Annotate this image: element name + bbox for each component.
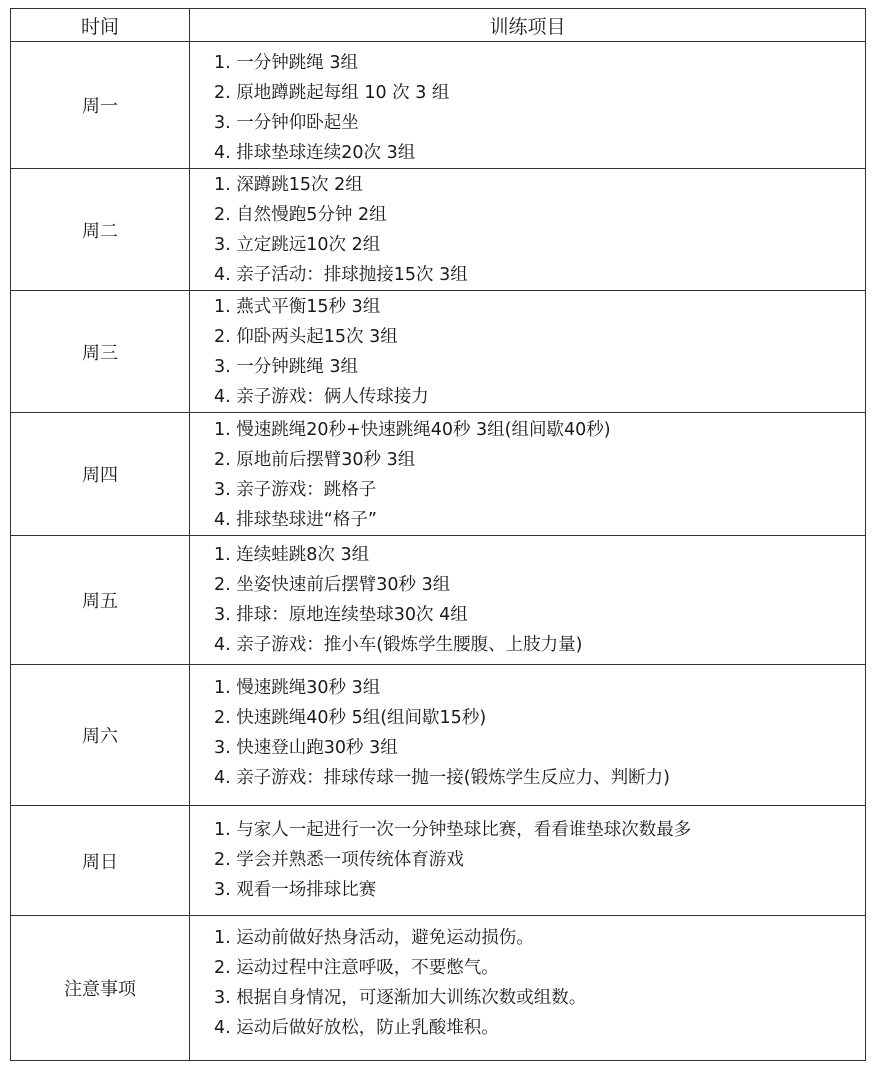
items-cell (190, 916, 866, 1061)
item-list (190, 291, 865, 412)
list-item: 1. 与家人一起进行一次一分钟垫球比赛，看看谁垫球次数最多 (214, 820, 692, 840)
day-cell: 周三 (11, 291, 190, 413)
table-row (11, 169, 866, 291)
list-item: 1. 深蹲跳15次 2组 (214, 175, 363, 195)
list-item: 4. 排球垫球连续20次 3组 (214, 143, 416, 163)
list-item: 3. 一分钟跳绳 3组 (214, 357, 358, 377)
list-item: 3. 观看一场排球比赛 (214, 880, 377, 900)
list-item: 2. 快速跳绳40秒 5组(组间歇15秒) (214, 708, 487, 728)
header-training-items: 训练项目 (190, 9, 866, 42)
items-cell (190, 42, 866, 169)
list-item: 3. 亲子游戏：跳格子 (214, 480, 377, 500)
items-cell (190, 413, 866, 536)
item-list (190, 665, 865, 793)
item-list (190, 169, 865, 290)
day-cell: 周四 (11, 413, 190, 536)
item-list (190, 42, 865, 168)
table-row (11, 665, 866, 806)
table-row (11, 916, 866, 1061)
list-item: 1. 连续蛙跳8次 3组 (214, 545, 370, 565)
list-item: 3. 快速登山跑30秒 3组 (214, 738, 398, 758)
items-cell (190, 169, 866, 291)
training-schedule-table (10, 8, 866, 1061)
table-row (11, 291, 866, 413)
list-item: 4. 亲子游戏：俩人传球接力 (214, 387, 429, 407)
list-item: 2. 学会并熟悉一项传统体育游戏 (214, 850, 464, 870)
list-item: 1. 燕式平衡15秒 3组 (214, 297, 381, 317)
list-item: 3. 排球：原地连续垫球30次 4组 (214, 605, 468, 625)
day-cell: 注意事项 (11, 916, 190, 1061)
item-list (190, 916, 865, 1043)
list-item: 3. 立定跳远10次 2组 (214, 235, 381, 255)
table-row (11, 413, 866, 536)
item-list (190, 806, 865, 905)
list-item: 1. 一分钟跳绳 3组 (214, 53, 358, 73)
header-row (11, 9, 866, 42)
list-item: 4. 亲子游戏：排球传球一抛一接(锻炼学生反应力、判断力) (214, 768, 670, 788)
list-item: 3. 一分钟仰卧起坐 (214, 113, 359, 133)
list-item: 2. 运动过程中注意呼吸，不要憋气。 (214, 958, 499, 978)
items-cell (190, 665, 866, 806)
list-item: 2. 原地前后摆臂30秒 3组 (214, 450, 416, 470)
items-cell (190, 536, 866, 665)
list-item: 2. 原地蹲跳起每组 10 次 3 组 (214, 83, 450, 103)
list-item: 4. 亲子游戏：推小车(锻炼学生腰腹、上肢力量) (214, 635, 583, 655)
table-row (11, 536, 866, 665)
list-item: 1. 慢速跳绳30秒 3组 (214, 678, 381, 698)
day-cell: 周二 (11, 169, 190, 291)
list-item: 4. 亲子活动：排球抛接15次 3组 (214, 265, 468, 285)
list-item: 1. 运动前做好热身活动，避免运动损伤。 (214, 928, 534, 948)
list-item: 2. 自然慢跑5分钟 2组 (214, 205, 387, 225)
list-item: 3. 根据自身情况，可逐渐加大训练次数或组数。 (214, 988, 587, 1008)
day-cell: 周五 (11, 536, 190, 665)
item-list (190, 536, 865, 660)
table-row (11, 806, 866, 916)
day-cell: 周日 (11, 806, 190, 916)
items-cell (190, 291, 866, 413)
list-item: 2. 坐姿快速前后摆臂30秒 3组 (214, 575, 451, 595)
items-cell (190, 806, 866, 916)
list-item: 2. 仰卧两头起15次 3组 (214, 327, 398, 347)
table-row (11, 42, 866, 169)
day-cell: 周六 (11, 665, 190, 806)
item-list (190, 413, 865, 535)
list-item: 1. 慢速跳绳20秒+快速跳绳40秒 3组(组间歇40秒) (214, 420, 611, 440)
header-time: 时间 (11, 9, 190, 42)
day-cell: 周一 (11, 42, 190, 169)
list-item: 4. 排球垫球进“格子” (214, 510, 377, 530)
list-item: 4. 运动后做好放松，防止乳酸堆积。 (214, 1018, 499, 1038)
